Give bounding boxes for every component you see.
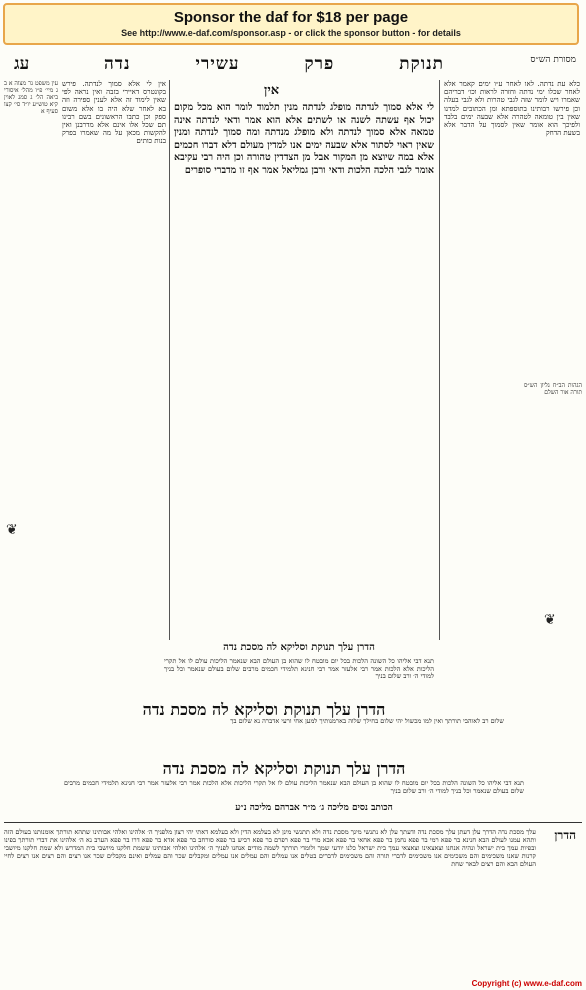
title-word-masechet: נדה bbox=[104, 54, 131, 74]
page-title bbox=[104, 54, 444, 74]
closing-text-2: שלום רב לאוהבי תורתך ואין למו מכשול יהי שלום בחילך שלוה בארמנותיך למען אחי ורעי אדברה נא שלום בך bbox=[230, 718, 504, 725]
rashi-column: כלא עת נדתה. לאו לאחר ע״ו ימים קאמר אלא לאחר שכלו ימי נדתה וחזרה לראות וכו׳ דבריהם שאמרו ויש לומר שזה לגבי טהרות ולא לגבי בעלה וכן פירשו רבותינו בתוספתא ומן הכתובים למדנו שאין בין טומאה לטהרה אלא שבעה ימים בלבד ולפיכך הוא אומר שאין לסמוך על הדבר אלא בשעת הדחק bbox=[444, 80, 580, 138]
page-header bbox=[4, 52, 582, 78]
sponsor-banner[interactable] bbox=[3, 3, 579, 45]
hadran-heading: הדרן עלך תנוקת וסליקא לה מסכת נדה bbox=[142, 700, 386, 719]
section-divider bbox=[4, 822, 582, 823]
bottom-heading: הדרן bbox=[554, 828, 576, 842]
scribe-line: הכותב נסים מליכה ג׳ מ״ר אברהם מליכה נ״ע bbox=[235, 803, 393, 813]
hadran-line-small: הדרן עלך תנוקת וסליקא לה מסכת נדה bbox=[223, 642, 375, 653]
siyum-text: עלך מסכת נדה הדרך עלן דעתן עלך מסכת נדה ודעתך עלן לא נתנשי מינך מסכת נדה ולא תתנשי מינן לא בעלמא הדין ולא בעלמא דאתי יהי רצון מלפניך ה׳ אלהינו ואלהי אבותינו שתהא תורתך אומנותנו בעולם הזה ותהא עמנו לעולם הבא חנינא בר פפא רמי בר פפא נחמן בר פפא אחאי בר פפא אבא מרי בר פפא רפרם בר פפא רכיש בר פפא סורחב בר פפא אדא בר פפא דרו בר פפא הערב נא ה׳ אלהינו את דברי תורתך בפינו ובפיות עמך בית ישראל ונהיה אנחנו וצאצאינו וצאצאי עמך בית ישראל כלנו יודעי שמך ולומדי תורתך לשמה מודים אנחנו לפניך ה׳ אלהינו ואלהי אבותינו ששמת חלקנו מיושבי בית המדרש ולא שמת חלקנו מיושבי קרנות שאנו משכימים והם משכימים אנו משכימים לדברי תורה והם משכימים לדברים בטלים אנו עמלים והם עמלים אנו עמלים ומקבלים שכר והם עמלים ואינם מקבלים שכר אנו רצים והם רצים אנו רצים לחיי העולם הבא והם רצים לבאר שחת bbox=[4, 828, 536, 868]
haggahot-column: הגהות הב״ח גליון הש״ס תורה אור השלם bbox=[524, 382, 582, 396]
talmud-page bbox=[4, 52, 582, 978]
title-word-tractate: תנוקת bbox=[399, 54, 444, 74]
title-word-number: עשירי bbox=[195, 54, 240, 74]
column-divider bbox=[169, 80, 170, 640]
column-divider bbox=[439, 80, 440, 640]
ornament-icon: ❦ bbox=[544, 612, 556, 628]
title-word-perek: פרק bbox=[304, 54, 335, 74]
ornament-icon: ❦ bbox=[6, 522, 18, 538]
page-number: עג bbox=[14, 54, 30, 74]
sponsor-subtitle[interactable]: See http://www.e-daf.com/sponsor.asp - or click the sponsor button - for details bbox=[121, 28, 461, 38]
tosafot-column: אין לי אלא סמוך לנדתה. פירש בקונטרס דאיירי בזבה ואין נראה לפי שאין לימוד זה אלא לענין ספירה וזה בא לאחר שלא היה בו אלא משום ספק וכן כתבו הראשונים בשם רבינו תם שכל אלו אינם אלא מדרבנן ואין להקשות מכאן על מה שאמרו בפרק בנות כותים bbox=[62, 80, 166, 146]
closing-text: תנא דבי אליהו כל השונה הלכות בכל יום מובטח לו שהוא בן העולם הבא שנאמר הליכות עולם לו אל תקרי הליכות אלא הלכות אמר רבי אלעזר אמר רבי חנינא תלמידי חכמים מרבים שלום בעולם שנאמר וכל בניך למודי ה׳ ורב שלום בניך bbox=[164, 658, 434, 680]
main-text-opening: אין bbox=[264, 83, 280, 98]
copyright-notice: Copyright (c) www.e-daf.com bbox=[471, 979, 582, 988]
sponsor-title: Sponsor the daf for $18 per page bbox=[173, 9, 409, 26]
closing-text-3: תנא דבי אליהו כל השונה הלכות בכל יום מובטח לו שהוא בן העולם הבא שנאמר הליכות עולם לו אל תקרי הליכות אלא הלכות אמר רבי אלעזר אמר רבי חנינא תלמידי חכמים מרבים שלום בעולם שנאמר וכל בניך למודי ה׳ ורב שלום בניך bbox=[64, 780, 524, 795]
ein-mishpat-column: עין משפט נר מצוה א ב ג מיי׳ פ״ו מהל׳ איסורי ביאה הל׳ ג סמג לאוין קיא טוש״ע יו״ד סי׳ קצו סעיף א bbox=[4, 80, 58, 115]
gemara-column: לי אלא סמוך לנדתה מופלג לנדתה מנין תלמוד לומר הוא מכל מקום יכול אף עשתה לשנה או לשתים אלא הוא אמר ודאי לנדתה אינה טמאה אלא סמוך לנדתה ולא מופלג מנדתה ומה סמוך לנדתה ומנין שאין ראוי לסתור אלא שבעה ימים אנו למדין מעולם דלא דברו חכמים אלא במה שיוצא מן המקור אבל מן הצדדין טהורה וכן היה רבי עקיבא אומר לגבי הלכה הלכות ודאי ורבן גמליאל אמר אף זו מדברי סופרים bbox=[174, 102, 434, 176]
hadran-heading-2: הדרן עלך תנוקת וסליקא לה מסכת נדה bbox=[162, 759, 406, 778]
masoret-label: מסורת הש״ס bbox=[530, 55, 576, 65]
